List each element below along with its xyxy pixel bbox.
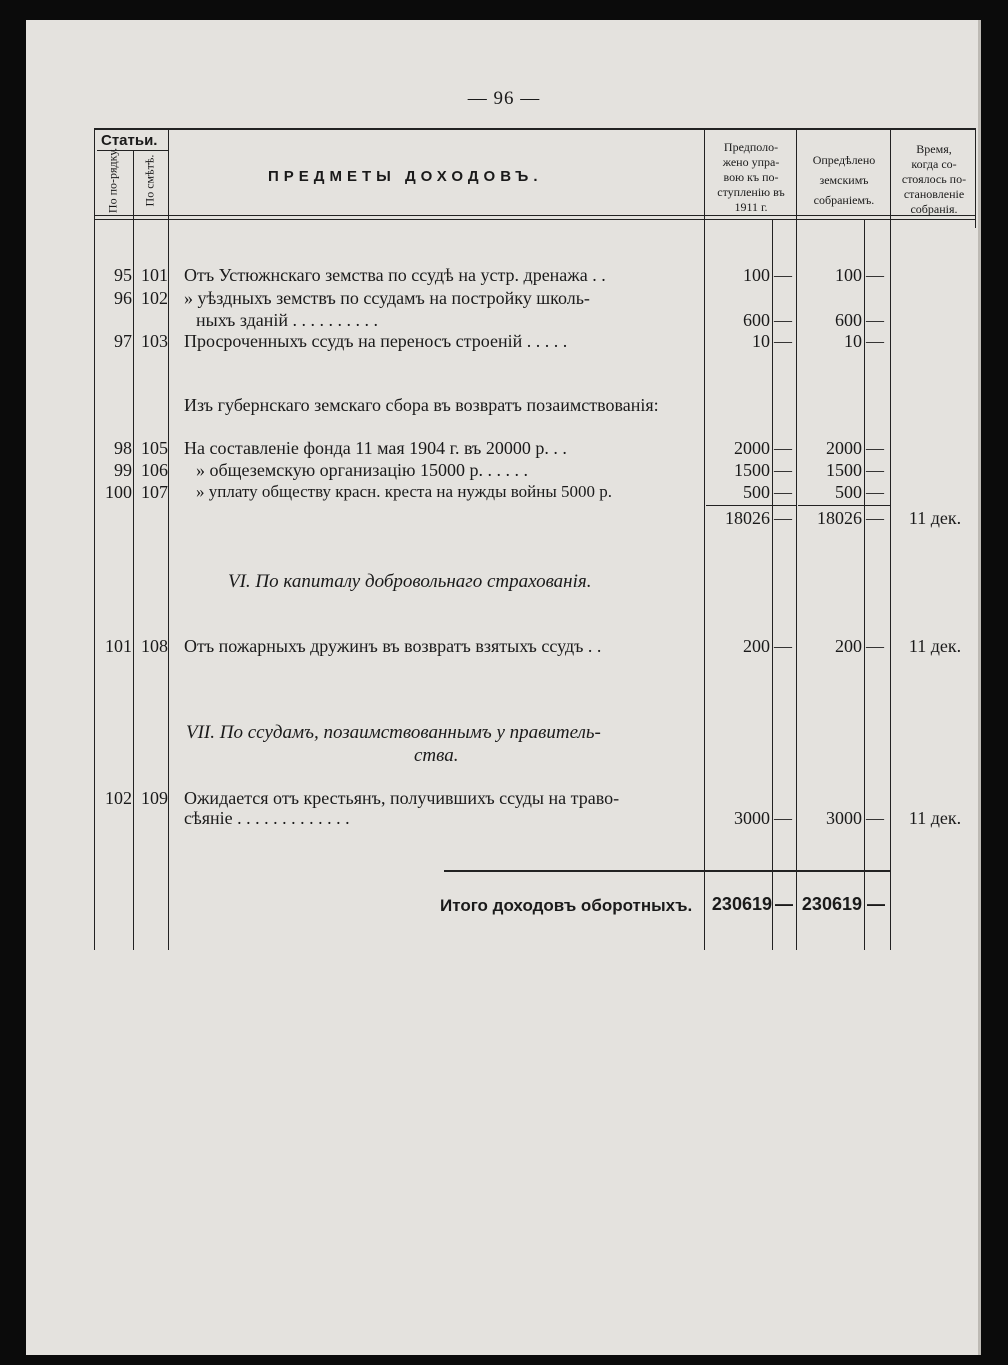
table-title: ПРЕДМЕТЫ ДОХОДОВЪ. xyxy=(268,168,543,185)
header-bottom-rule xyxy=(94,215,976,216)
row-100-amount-2: 500 xyxy=(835,482,862,502)
row-102-desc-cont: сѣяніе . . . . . . . . . . . . . xyxy=(184,808,350,828)
row-96-num: 96 xyxy=(114,288,132,308)
total-dash-1: — xyxy=(775,894,793,914)
row-102-amount-2: 3000 xyxy=(826,808,862,828)
row-100-desc: » уплату обществу красн. креста на нужды войны 5000 р. xyxy=(196,482,613,501)
col-rule-5 xyxy=(796,128,797,950)
row-95-dash-2: — xyxy=(866,265,884,285)
row-101-dash-1: — xyxy=(774,636,792,656)
col-rule-4 xyxy=(772,220,773,950)
row-96-amount-1: 600 xyxy=(743,310,770,330)
row-101-time: 11 дек. xyxy=(908,636,962,656)
row-99-dash-1: — xyxy=(774,460,792,480)
row-98-amount-2: 2000 xyxy=(826,438,862,458)
section-7-heading-line1: VII. По ссудамъ, позаимствованнымъ у правитель- xyxy=(186,722,601,743)
header-bottom-rule-2 xyxy=(94,219,976,220)
row-101-smeta: 108 xyxy=(141,636,168,656)
row-97-num: 97 xyxy=(114,331,132,351)
page-number: — 96 — xyxy=(467,88,541,109)
row-102-smeta: 109 xyxy=(141,788,168,808)
row-97-amount-1: 10 xyxy=(752,331,770,351)
row-101-num: 101 xyxy=(105,636,132,656)
row-100-num: 100 xyxy=(105,482,132,502)
row-98-desc: На составленіе фонда 11 мая 1904 г. въ 20000 р. . . xyxy=(184,438,567,458)
table-top-rule xyxy=(94,128,976,130)
col-po-poryadku: По по-рядку. xyxy=(105,147,120,214)
row-99-desc: » общеземскую организацію 15000 р. . . . . . xyxy=(196,460,528,480)
subtotal-amount-1: 18026 xyxy=(725,508,770,528)
row-95-smeta: 101 xyxy=(141,265,168,285)
row-101-amount-1: 200 xyxy=(743,636,770,656)
col-vremya: Время, когда со- стоялось по- становленіе собранія. xyxy=(901,142,967,216)
subtotal-rule-1 xyxy=(706,505,796,506)
col-predpolozheno: Предполо- жено упра- вою къ по- ступленію въ 1911 г. xyxy=(717,140,785,214)
total-amount-1: 230619 xyxy=(711,894,772,914)
col-rule-left xyxy=(94,128,95,950)
col-opredeleno: Опредѣлено земскимъ собраніемъ. xyxy=(812,153,876,207)
row-95-amount-1: 100 xyxy=(743,265,770,285)
subtotal-amount-2: 18026 xyxy=(817,508,862,528)
col-rule-3 xyxy=(704,128,705,950)
col-rule-7 xyxy=(890,128,891,950)
row-97-smeta: 103 xyxy=(141,331,168,351)
row-96-smeta: 102 xyxy=(141,288,168,308)
col-rule-6 xyxy=(864,220,865,950)
row-99-amount-2: 1500 xyxy=(826,460,862,480)
row-99-dash-2: — xyxy=(866,460,884,480)
row-101-dash-2: — xyxy=(866,636,884,656)
row-100-smeta: 107 xyxy=(141,482,168,502)
total-rule xyxy=(444,870,890,872)
row-97-dash-1: — xyxy=(774,331,792,351)
col-po-smete: По смѣтѣ. xyxy=(142,154,157,207)
page-paper xyxy=(26,20,981,1355)
row-100-dash-2: — xyxy=(866,482,884,502)
row-99-amount-1: 1500 xyxy=(734,460,770,480)
row-102-dash-1: — xyxy=(774,808,792,828)
row-98-dash-1: — xyxy=(774,438,792,458)
section-7-heading-line2: ства. xyxy=(414,745,459,766)
row-101-desc: Отъ пожарныхъ дружинъ въ возвратъ взятыхъ ссудъ . . xyxy=(184,636,602,656)
row-99-num: 99 xyxy=(114,460,132,480)
row-102-dash-2: — xyxy=(866,808,884,828)
row-96-dash-2: — xyxy=(866,310,884,330)
row-99-smeta: 106 xyxy=(141,460,168,480)
row-98-dash-2: — xyxy=(866,438,884,458)
subtotal-dash-1: — xyxy=(774,508,792,528)
row-102-desc: Ожидается отъ крестьянъ, получившихъ ссуды на траво- xyxy=(184,788,620,808)
row-97-dash-2: — xyxy=(866,331,884,351)
row-95-dash-1: — xyxy=(774,265,792,285)
row-97-amount-2: 10 xyxy=(844,331,862,351)
total-dash-2: — xyxy=(867,894,885,914)
subtotal-dash-2: — xyxy=(866,508,884,528)
row-95-num: 95 xyxy=(114,265,132,285)
row-102-time: 11 дек. xyxy=(908,808,962,828)
row-100-amount-1: 500 xyxy=(743,482,770,502)
row-101-amount-2: 200 xyxy=(835,636,862,656)
subtotal-rule-2 xyxy=(798,505,890,506)
section-6-heading: VI. По капиталу добровольнаго страхованія. xyxy=(228,571,592,592)
total-label: Итого доходовъ оборотныхъ. xyxy=(440,896,693,915)
stati-label: Статьи. xyxy=(101,132,158,149)
row-96-dash-1: — xyxy=(774,310,792,330)
row-102-num: 102 xyxy=(105,788,132,808)
col-rule-2 xyxy=(168,128,169,950)
row-96-desc: » уѣздныхъ земствъ по ссудамъ на постройку школь- xyxy=(184,288,590,308)
row-97-desc: Просроченныхъ ссудъ на переносъ строеній . . . . . xyxy=(184,331,568,351)
row-95-amount-2: 100 xyxy=(835,265,862,285)
row-98-smeta: 105 xyxy=(141,438,168,458)
total-amount-2: 230619 xyxy=(801,894,862,914)
row-102-amount-1: 3000 xyxy=(734,808,770,828)
gubern-heading: Изъ губернскаго земскаго сбора въ возвратъ позаимствованія: xyxy=(184,395,659,415)
row-96-desc-cont: ныхъ зданій . . . . . . . . . . xyxy=(196,310,379,330)
row-100-dash-1: — xyxy=(774,482,792,502)
subtotal-time: 11 дек. xyxy=(908,508,962,528)
row-96-amount-2: 600 xyxy=(835,310,862,330)
row-95-desc: Отъ Устюжнскаго земства по ссудѣ на устр. дренажа . . xyxy=(184,265,606,285)
row-98-num: 98 xyxy=(114,438,132,458)
row-98-amount-1: 2000 xyxy=(734,438,770,458)
